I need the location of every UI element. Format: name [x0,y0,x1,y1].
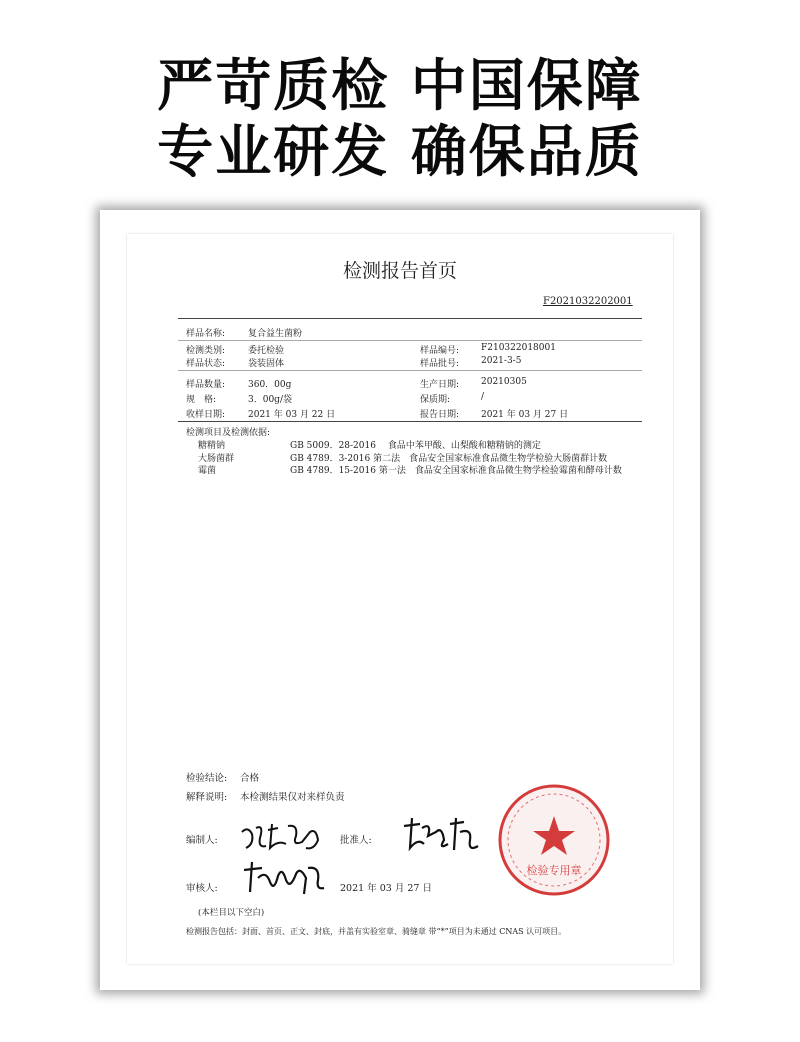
item-basis: GB 4789．15-2016 第一法 食品安全国家标准食品微生物学检验霉菌和酵母计数 [290,466,622,476]
spec-label: 规 格: [186,395,217,405]
conclusion-label: 检验结论: [186,773,228,784]
item-basis: GB 4789．3-2016 第二法 食品安全国家标准食品微生物学检验大肠菌群计数 [290,454,608,464]
headline-line-2: 专业研发 确保品质 [157,120,643,185]
editor-signature [238,818,326,856]
report-number: F2021032202001 [543,296,633,307]
approver-signature [398,814,484,858]
footer-note: 检测报告包括：封面、首页、正文、封底，并盖有实验室章、骑缝章 带“*”项目为未通过 CNAS 认可项目。 [186,927,567,936]
editor-label: 编制人: [186,835,218,846]
sample-state-label: 样品状态: [186,359,226,369]
sample-name-label: 样品名称: [186,329,226,339]
spec-value: 3．00g/袋 [248,395,292,405]
divider-1 [178,340,642,341]
received-label: 收样日期: [186,410,226,420]
quantity-value: 360．00g [248,380,292,390]
batch-value: 2021-3-5 [481,356,522,366]
report-title: 检测报告首页 [342,260,457,282]
explain-label: 解释说明: [186,792,228,803]
blank-note: (本栏目以下空白) [198,908,265,918]
divider-2 [178,370,642,371]
approver-label: 批准人: [340,835,372,846]
prod-date-label: 生产日期: [420,380,460,390]
conclusion-value: 合格 [240,773,260,784]
shelf-label: 保质期: [420,395,451,405]
inspection-seal [496,782,612,898]
test-type-value: 委托检验 [248,346,285,356]
top-rule [178,318,642,319]
item-name: 大肠菌群 [198,454,235,464]
sample-code-value: F210322018001 [481,343,556,353]
item-name: 糖精钠 [198,441,226,451]
report-date-label: 报告日期: [420,410,460,420]
test-type-label: 检测类别: [186,346,226,356]
sign-date: 2021 年 03 月 27 日 [340,883,432,894]
explain-value: 本检测结果仅对来样负责 [240,792,345,803]
item-name: 霉菌 [198,466,217,476]
items-header: 检测项目及检测依据: [186,428,271,438]
quantity-label: 样品数量: [186,380,226,390]
reviewer-signature [240,858,330,898]
sample-code-label: 样品编号: [420,346,460,356]
divider-3 [178,421,642,422]
headline-line-1: 严苛质检 中国保障 [157,54,643,119]
batch-label: 样品批号: [420,359,460,369]
seal-text: 检验专用章 [526,864,582,877]
received-value: 2021 年 03 月 22 日 [248,410,336,420]
item-basis: GB 5009．28-2016 食品中苯甲酸、山梨酸和糖精钠的测定 [290,441,541,451]
prod-date-value: 20210305 [481,377,527,387]
sample-name-value: 复合益生菌粉 [248,329,303,339]
report-date-value: 2021 年 03 月 27 日 [481,410,569,420]
sample-state-value: 袋装固体 [248,359,285,369]
reviewer-label: 审核人: [186,883,218,894]
shelf-value: / [481,392,485,402]
